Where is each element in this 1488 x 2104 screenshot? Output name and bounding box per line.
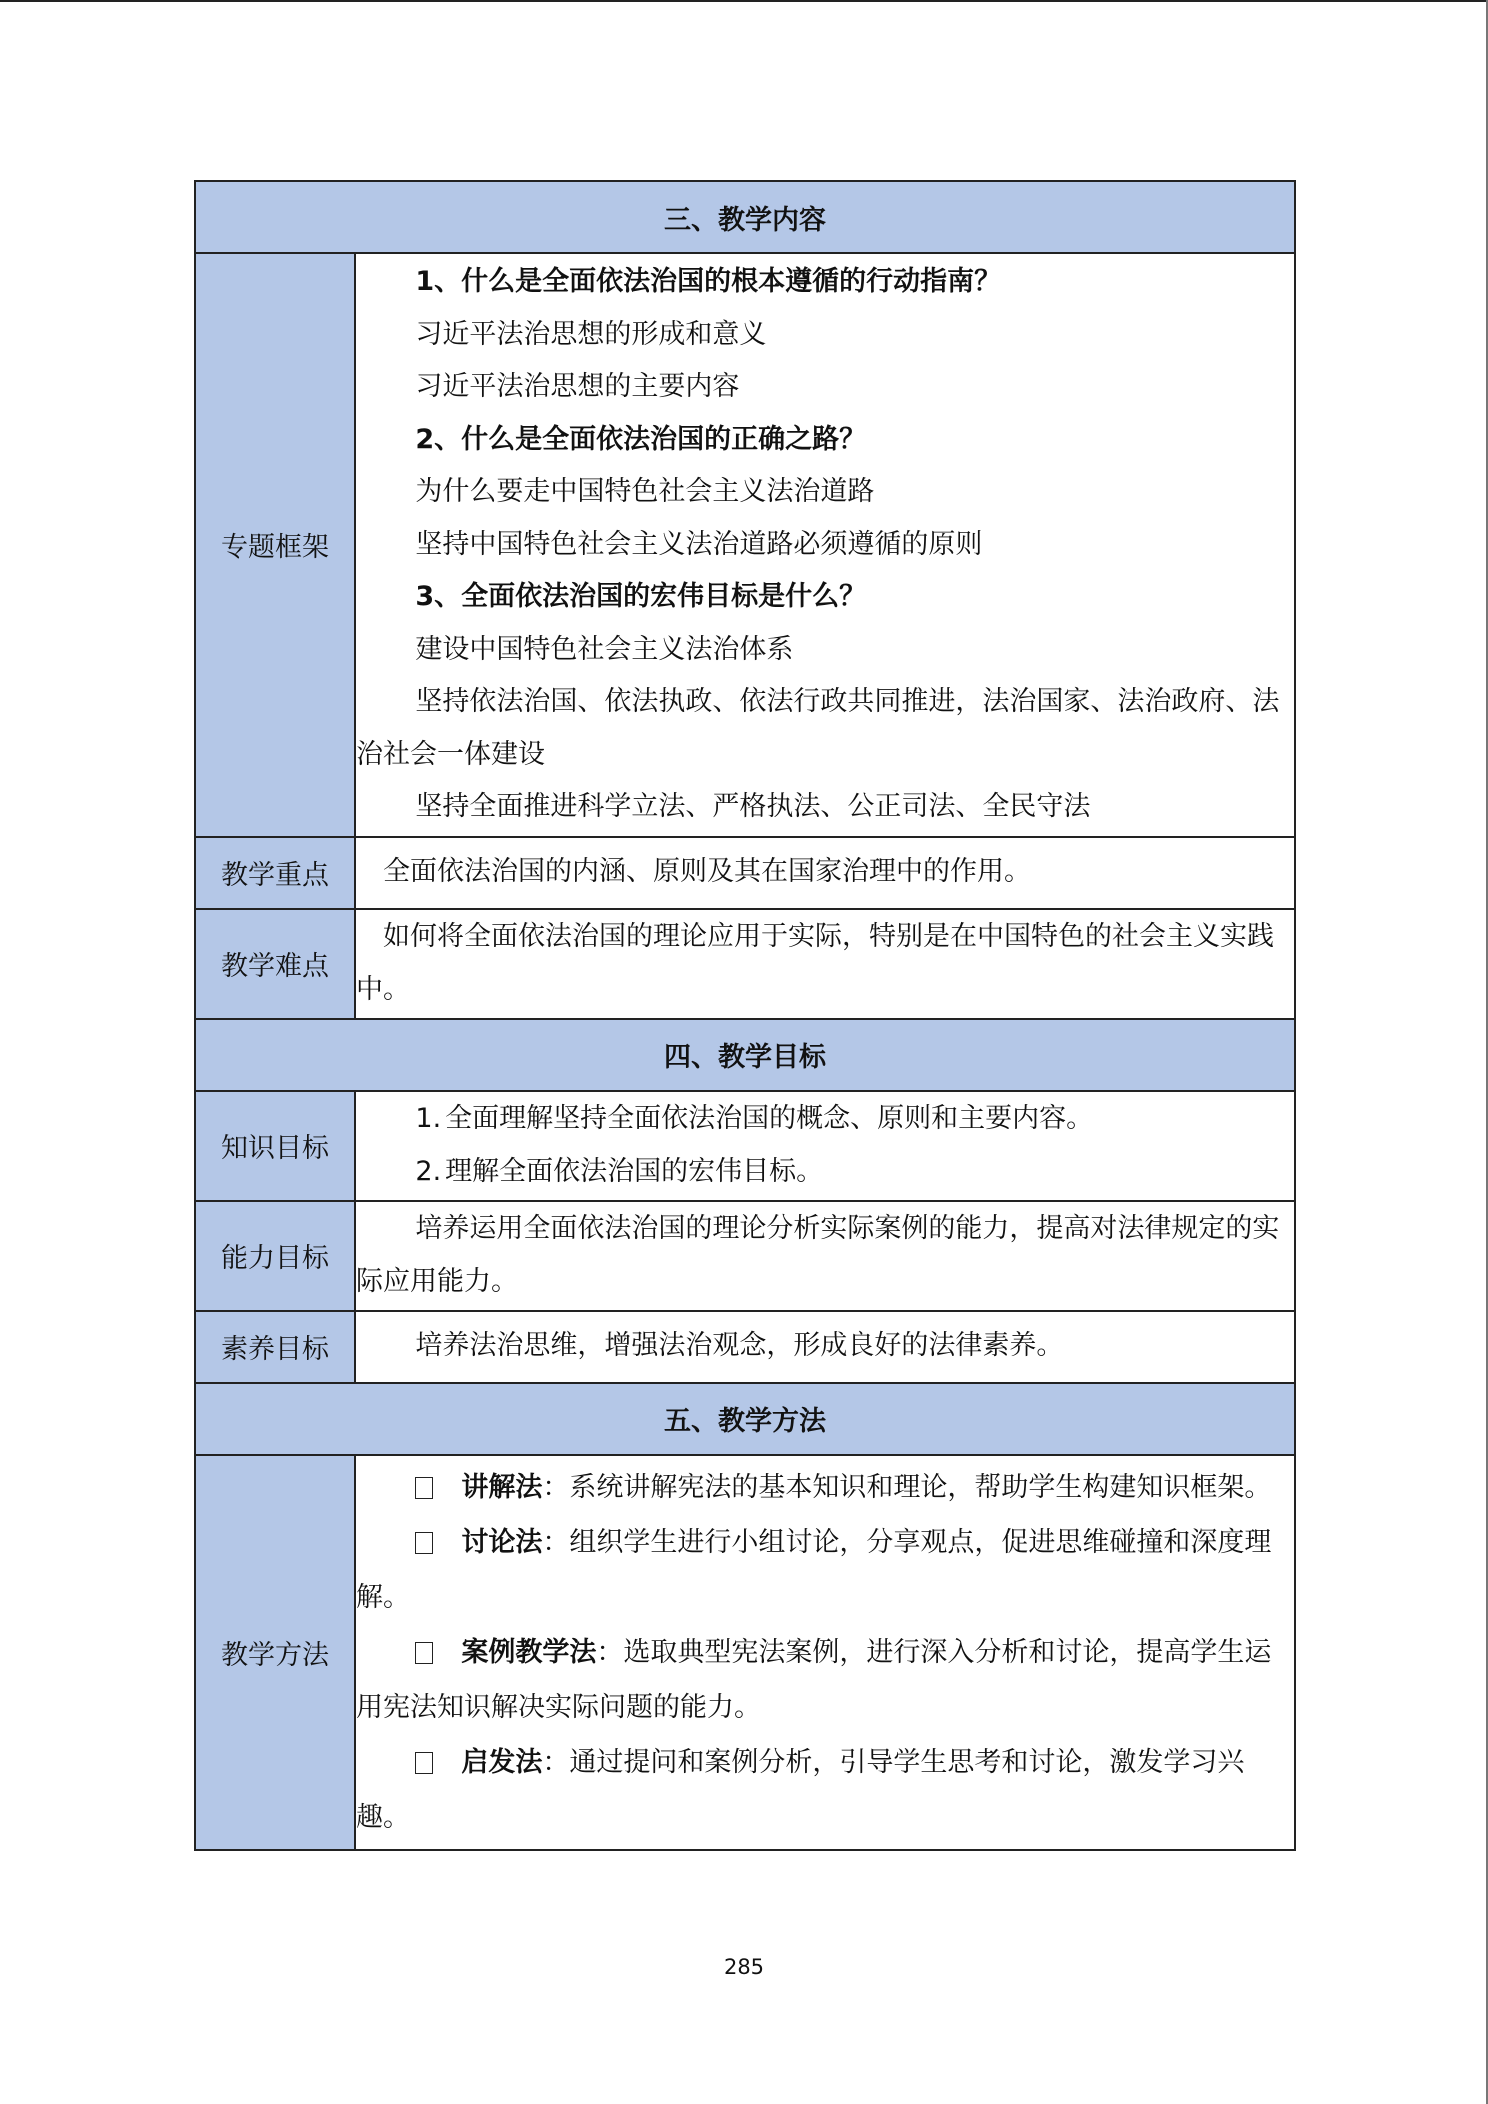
framework-item: 习近平法治思想的主要内容 [415,371,740,402]
row-label: 教学重点 [195,837,355,909]
key-point-text: 全面依法治国的内涵、原则及其在国家治理中的作用。 [383,856,1031,888]
framework-question: 2、什么是全面依法治国的正确之路？ [415,423,867,455]
literacy-goal-content [355,1311,1295,1383]
row-difficulty [195,909,1295,1019]
knowledge-goal-content [355,1091,1295,1201]
row-label: 教学方法 [195,1455,355,1850]
checkbox-icon [415,1477,433,1499]
method-name: 讨论法 [461,1526,543,1558]
row-label: 素养目标 [195,1311,355,1383]
section-title: 三、教学内容 [195,181,1295,253]
knowledge-item [356,1093,1294,1146]
methods-content [355,1455,1295,1850]
method-item [356,1460,1294,1515]
literacy-goal-text: 培养法治思维，增强法治观念，形成良好的法律素养。 [415,1330,1064,1362]
row-methods [195,1455,1295,1850]
knowledge-item [356,1146,1294,1199]
difficulty-text: 如何将全面依法治国的理论应用于实际，特别是在中国特色的社会主义实践中。 [356,921,1274,1005]
ability-goal-content [355,1201,1295,1311]
method-item [356,1735,1294,1845]
framework-question: 1、什么是全面依法治国的根本遵循的行动指南？ [415,266,1002,297]
framework-content [355,253,1295,837]
key-point-content [355,837,1295,909]
method-text: ：系统讲解宪法的基本知识和理论，帮助学生构建知识框架。 [542,1471,1272,1503]
page-number: 285 [723,1955,765,1979]
method-item [356,1625,1294,1735]
lesson-plan-table [194,180,1296,1851]
section-header-content [195,181,1295,253]
ability-goal-text: 培养运用全面依法治国的理论分析实际案例的能力，提高对法律规定的实际应用能力。 [356,1213,1280,1297]
checkbox-icon [415,1752,433,1774]
item-text: 全面理解坚持全面依法治国的概念、原则和主要内容。 [445,1103,1094,1134]
row-key-point [195,837,1295,909]
item-number: 1. [415,1103,442,1134]
framework-item: 建设中国特色社会主义法治体系 [415,633,794,665]
section-header-methods [195,1383,1295,1455]
item-number: 2. [415,1155,442,1187]
row-literacy-goal [195,1311,1295,1383]
method-name: 启发法 [461,1746,543,1778]
section-title: 五、教学方法 [195,1383,1295,1455]
checkbox-icon [415,1532,433,1554]
method-text: ：通过提问和案例分析，引导学生思考和讨论，激发学习兴趣。 [356,1746,1245,1833]
framework-item: 坚持依法治国、依法执政、依法行政共同推进，法治国家、法治政府、法治社会一体建设 [356,686,1280,770]
framework-item: 坚持全面推进科学立法、严格执法、公正司法、全民守法 [415,791,1091,822]
row-label: 知识目标 [195,1091,355,1201]
row-label: 专题框架 [195,253,355,837]
section-title: 四、教学目标 [195,1019,1295,1091]
framework-question: 3、全面依法治国的宏伟目标是什么？ [415,581,867,612]
section-header-goals [195,1019,1295,1091]
method-text: ：组织学生进行小组讨论，分享观点，促进思维碰撞和深度理解。 [356,1526,1272,1613]
difficulty-content [355,909,1295,1019]
row-knowledge-goal [195,1091,1295,1201]
framework-item: 坚持中国特色社会主义法治道路必须遵循的原则 [415,528,983,560]
checkbox-icon [415,1642,433,1664]
method-name: 讲解法 [461,1471,543,1503]
row-label: 教学难点 [195,909,355,1019]
row-ability-goal [195,1201,1295,1311]
method-item [356,1515,1294,1625]
item-text: 理解全面依法治国的宏伟目标。 [445,1155,824,1187]
row-label: 能力目标 [195,1201,355,1311]
row-framework [195,253,1295,837]
method-name: 案例教学法 [461,1636,597,1668]
method-text: ：选取典型宪法案例，进行深入分析和讨论，提高学生运用宪法知识解决实际问题的能力。 [356,1636,1272,1723]
top-border [0,0,1488,2]
framework-item: 为什么要走中国特色社会主义法治道路 [415,476,875,507]
framework-item: 习近平法治思想的形成和意义 [415,318,767,350]
